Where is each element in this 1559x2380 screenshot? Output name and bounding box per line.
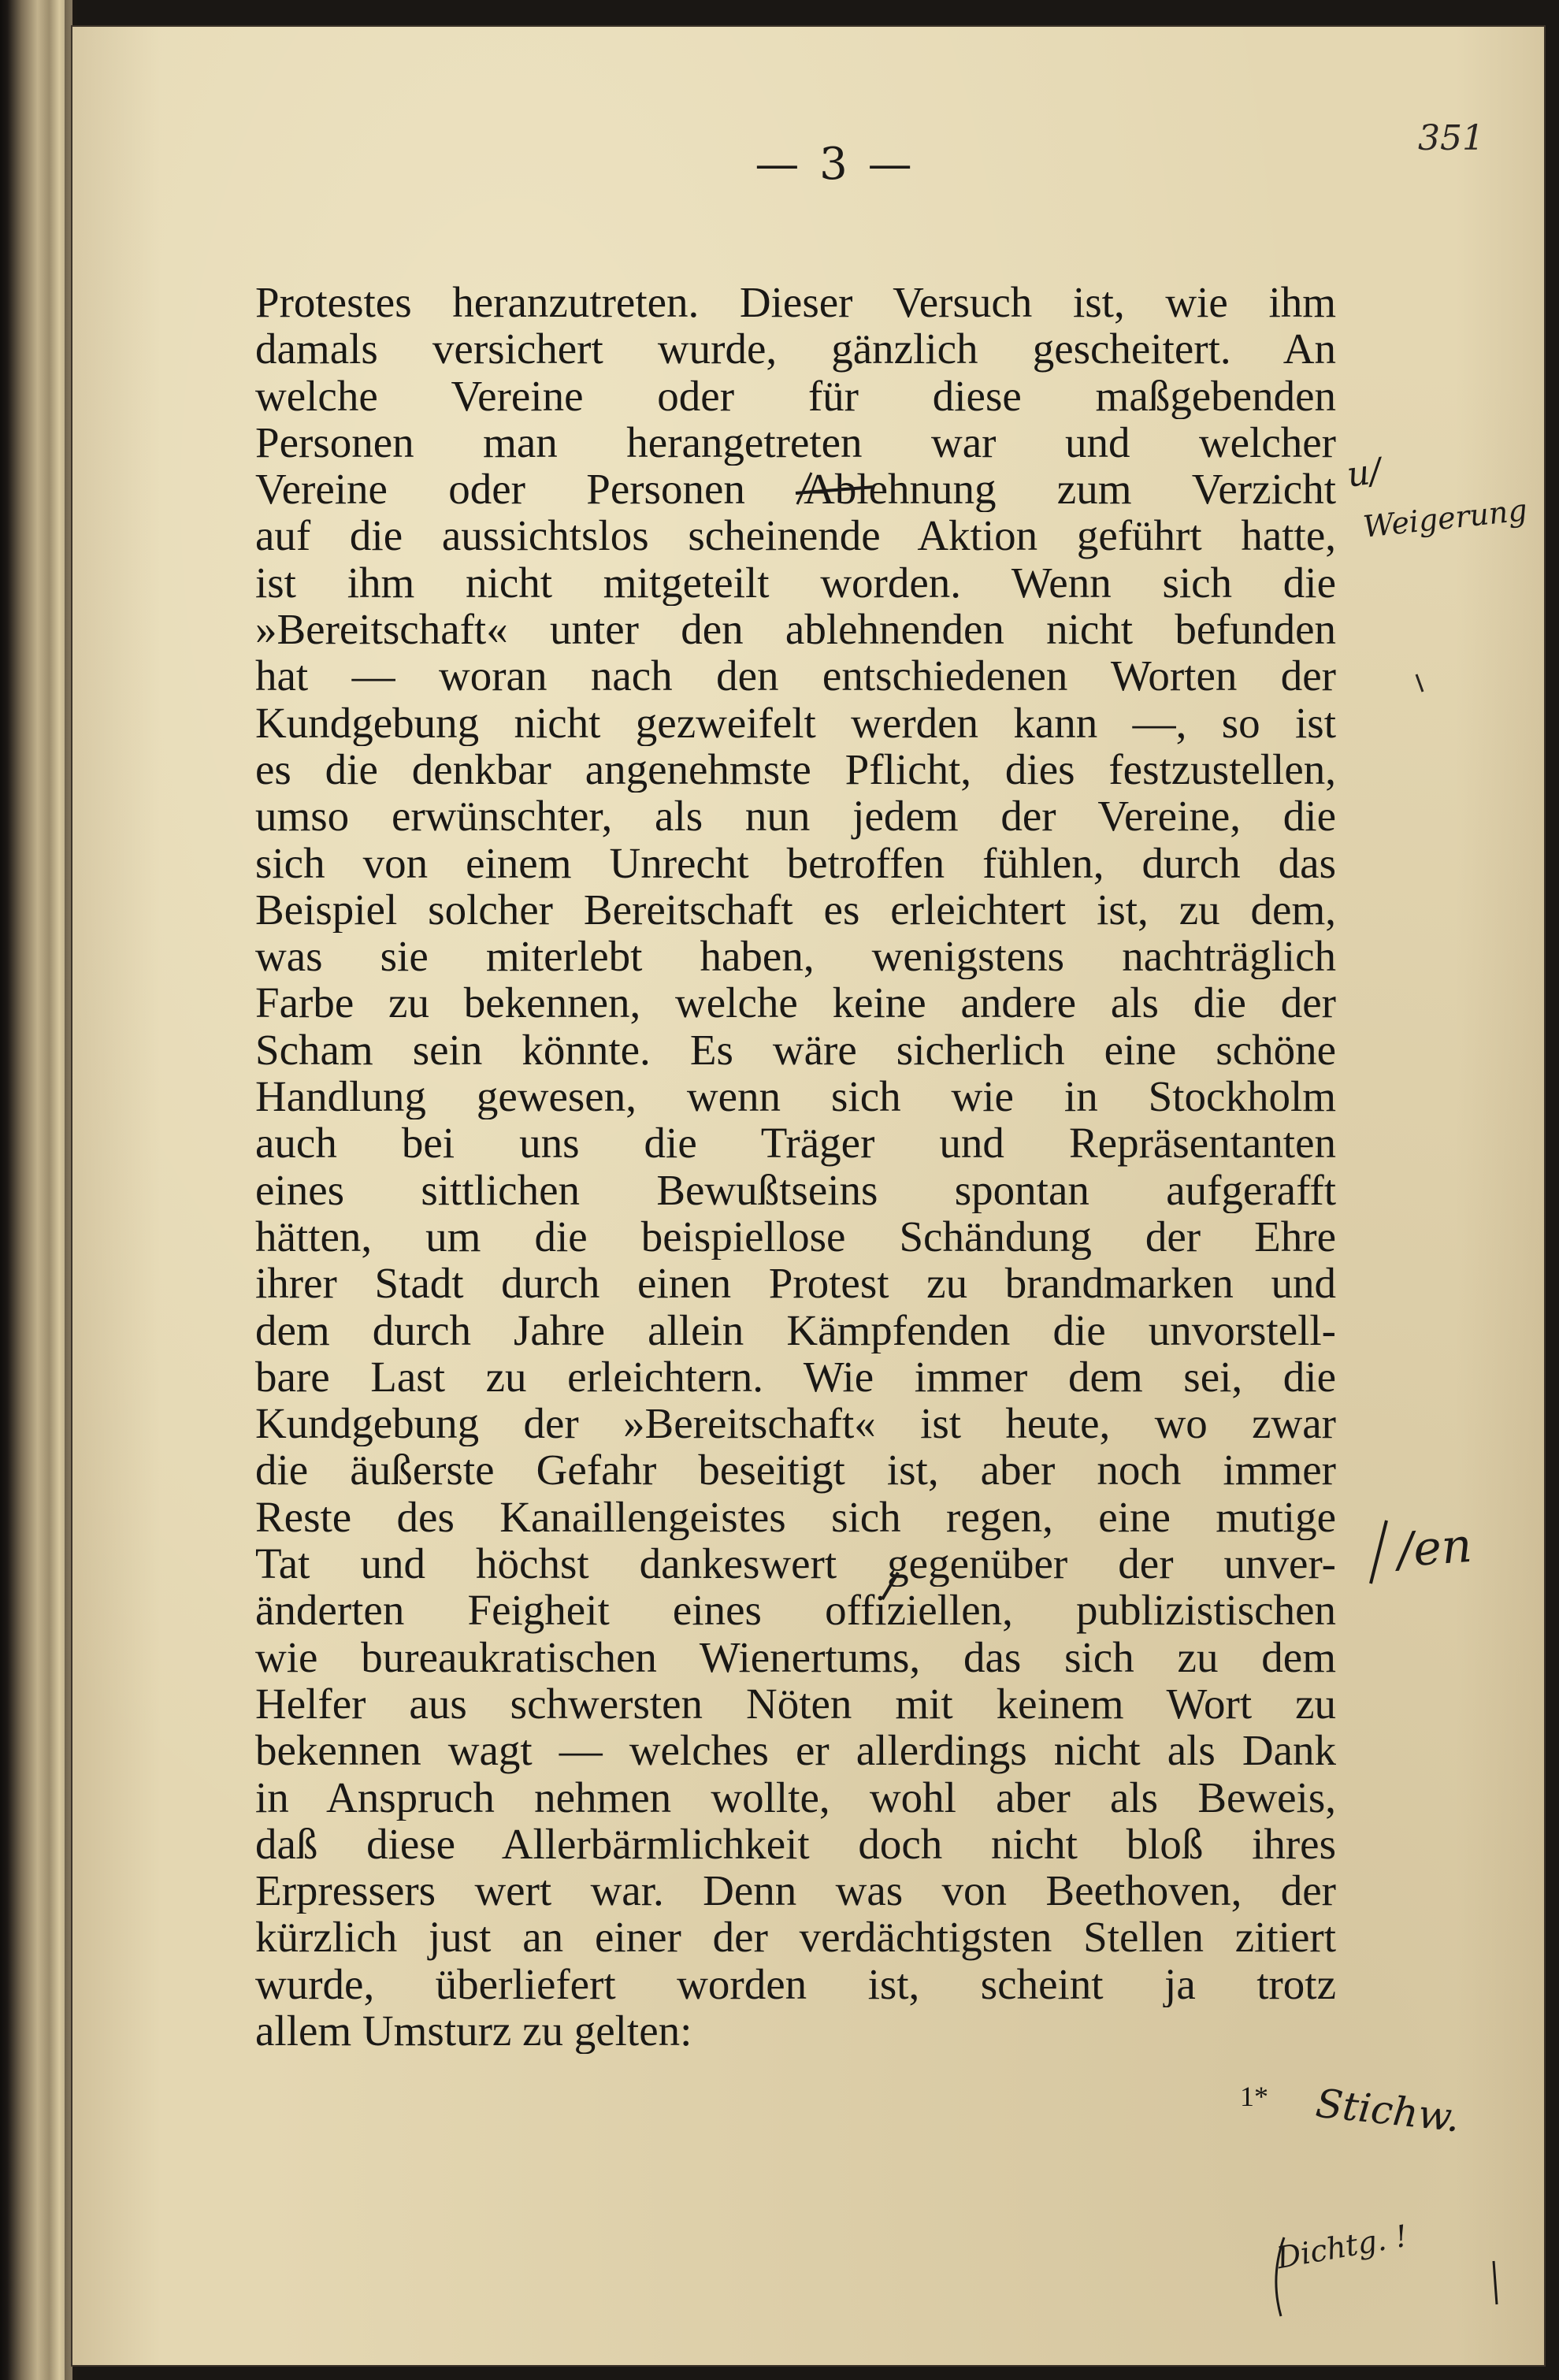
- text-line: Tat und höchst dankeswert gegenüber der unver-: [255, 1540, 1336, 1587]
- margin-note: Weigerung: [1361, 492, 1529, 544]
- text-line: bekennen wagt — welches er allerdings nicht als Dank: [255, 1727, 1336, 1774]
- text-line: welche Vereine oder für diese maßgebenden: [255, 372, 1336, 419]
- text-line: Reste des Kanaillengeistes sich regen, eine mutige: [255, 1493, 1336, 1541]
- text-line: sich von einem Unrecht betroffen fühlen, durch das: [255, 839, 1336, 886]
- archive-number: 351: [1418, 118, 1484, 158]
- text-line: Handlung gewesen, wenn sich wie in Stockholm: [255, 1073, 1336, 1120]
- text-line: Erpressers wert war. Denn was von Beethoven, der: [255, 1867, 1336, 1914]
- page-number: — 3 —: [755, 139, 915, 190]
- text-line: kürzlich just an einer der verdächtigsten Stellen zitiert: [255, 1914, 1336, 1961]
- text-line: auf die aussichtslos scheinende Aktion geführt hatte,: [255, 512, 1336, 559]
- text-line: Personen man herangetreten war und welcher: [255, 418, 1336, 466]
- text-line: »Bereitschaft« unter den ablehnenden nicht befunden: [255, 606, 1336, 653]
- text-line: Beispiel solcher Bereitschaft es erleichtert ist, zu dem,: [255, 886, 1336, 934]
- text-line: daß diese Allerbärmlichkeit doch nicht bloß ihres: [255, 1820, 1336, 1868]
- text-line: änderten Feigheit eines offiziellen, publizistischen: [255, 1587, 1336, 1634]
- text-line: allem Umsturz zu gelten:: [255, 2007, 692, 2055]
- text-line: bare Last zu erleichtern. Wie immer dem sei, die: [255, 1353, 1336, 1401]
- text-line: Kundgebung der »Bereitschaft« ist heute, wo zwar: [255, 1400, 1336, 1447]
- book-spine: [0, 0, 72, 2380]
- text-line: Farbe zu bekennen, welche keine andere als die der: [255, 979, 1336, 1027]
- text-line: Protestes heranzutreten. Dieser Versuch ist, wie ihm: [255, 279, 1336, 326]
- text-line: wie bureaukratischen Wienertums, das sich zu dem: [255, 1633, 1336, 1680]
- text-line: Scham sein könnte. Es wäre sicherlich eine schöne: [255, 1026, 1336, 1074]
- text-line: auch bei uns die Träger und Repräsentanten: [255, 1119, 1336, 1167]
- text-line: ist ihm nicht mitgeteilt worden. Wenn sich die: [255, 559, 1336, 607]
- text-line: die äußerste Gefahr beseitigt ist, aber noch immer: [255, 1446, 1336, 1494]
- text-line: es die denkbar angenehmste Pflicht, dies festzustellen,: [255, 745, 1336, 793]
- body-text: [255, 279, 1336, 2054]
- margin-note: Dichtg. !: [1274, 2218, 1410, 2276]
- text-line: hätten, um die beispiellose Schändung der Ehre: [255, 1212, 1336, 1261]
- text-line: dem durch Jahre allein Kämpfenden die unvorstell-: [255, 1306, 1336, 1353]
- margin-note: Stichw.: [1313, 2080, 1462, 2141]
- text-line: damals versichert wurde, gänzlich gescheitert. An: [255, 325, 1336, 373]
- text-line: in Anspruch nehmen wollte, wohl aber als Beweis,: [255, 1773, 1336, 1821]
- text-line: Helfer aus schwersten Nöten mit keinem Wort zu: [255, 1680, 1336, 1728]
- text-line: hat — woran nach den entschiedenen Worten der: [255, 652, 1336, 700]
- text-line: umso erwünschter, als nun jedem der Vereine, die: [255, 793, 1336, 840]
- text-line: wurde, überliefert worden ist, scheint ja trotz: [255, 1960, 1336, 2007]
- signature-mark: 1*: [1240, 2081, 1268, 2112]
- text-line: ihrer Stadt durch einen Protest zu brandmarken und: [255, 1260, 1336, 1307]
- text-line: eines sittlichen Bewußtseins spontan aufgerafft: [255, 1166, 1336, 1213]
- text-line: Kundgebung nicht gezweifelt werden kann —, so ist: [255, 699, 1336, 746]
- text-line-strikethrough: Vereine oder Personen Ablehnung zum Verzicht: [255, 466, 1336, 513]
- text-line: was sie miterlebt haben, wenigstens nachträglich: [255, 933, 1336, 980]
- margin-note: u/: [1344, 451, 1384, 496]
- margin-note: /en: [1395, 1517, 1474, 1579]
